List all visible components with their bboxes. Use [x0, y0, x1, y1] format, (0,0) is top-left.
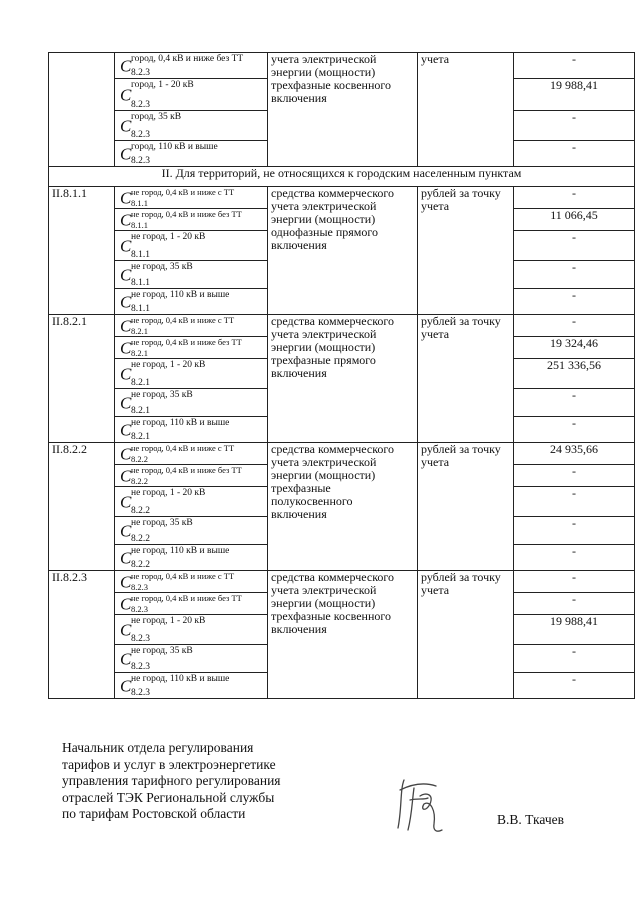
tariff-symbol — [118, 261, 264, 288]
symbol-letter: C — [120, 265, 132, 284]
tariff-symbol — [118, 231, 264, 260]
description-cell — [268, 571, 418, 699]
tariff-symbol — [118, 417, 264, 442]
value-cell: - — [514, 389, 635, 417]
tariff-symbol — [118, 111, 264, 140]
tariff-symbol — [118, 645, 264, 672]
text-line: средства коммерческого — [271, 314, 395, 328]
description-cell — [268, 53, 418, 167]
tariff-symbol — [118, 517, 264, 544]
parameter-cell — [115, 465, 268, 487]
tariff-symbol — [118, 487, 264, 516]
tariff-symbol — [118, 53, 264, 78]
text-line: однофазные прямого — [271, 225, 378, 239]
symbol-subscript: 8.1.1 — [131, 220, 148, 230]
text-line: рублей за точку — [421, 314, 501, 328]
text-line: рублей за точку — [421, 186, 501, 200]
symbol-subscript: 8.2.1 — [131, 378, 150, 388]
parameter-cell — [115, 53, 268, 79]
text-line: включения — [271, 91, 327, 105]
value-cell: 251 336,56 — [514, 359, 635, 389]
tariff-symbol — [118, 209, 264, 230]
value-cell: - — [514, 487, 635, 517]
value-cell: 11 066,45 — [514, 209, 635, 231]
tariff-symbol — [118, 443, 264, 464]
symbol-superscript: не город, 35 кВ — [131, 646, 193, 656]
symbol-letter: C — [120, 444, 132, 463]
value-cell: - — [514, 231, 635, 261]
symbol-letter: C — [120, 338, 132, 357]
parameter-cell — [115, 545, 268, 571]
table-row — [49, 315, 635, 337]
symbol-subscript: 8.2.3 — [131, 582, 148, 592]
text-line: включения — [271, 366, 327, 380]
symbol-superscript: не город, 0,4 кВ и ниже без ТТ — [131, 465, 242, 475]
text-line: учета — [421, 52, 450, 66]
symbol-letter: C — [120, 292, 132, 311]
parameter-cell — [115, 571, 268, 593]
symbol-superscript: не город, 0,4 кВ и ниже без ТТ — [131, 337, 242, 347]
symbol-letter: C — [120, 676, 132, 695]
parameter-cell — [115, 487, 268, 517]
signature-line: отраслей ТЭК Региональной службы — [62, 789, 275, 805]
symbol-subscript: 8.2.2 — [131, 506, 150, 516]
symbol-letter: C — [120, 620, 132, 639]
unit-cell — [418, 187, 514, 315]
text-line: трехфазные косвенного — [271, 609, 391, 623]
tariff-symbol — [118, 615, 264, 644]
symbol-superscript: не город, 35 кВ — [131, 518, 193, 528]
text-line: трехфазные прямого — [271, 353, 376, 367]
symbol-subscript: 8.1.1 — [131, 304, 150, 314]
symbol-subscript: 8.2.3 — [131, 604, 148, 614]
section-header: II. Для территорий, не относящихся к городским населенным пунктам — [49, 167, 635, 187]
symbol-superscript: не город, 0,4 кВ и ниже с ТТ — [131, 187, 235, 197]
symbol-superscript: не город, 110 кВ и выше — [131, 418, 230, 428]
symbol-letter: C — [120, 466, 132, 485]
symbol-subscript: 8.2.2 — [131, 560, 150, 570]
symbol-subscript: 8.2.3 — [131, 662, 150, 672]
tariff-symbol — [118, 141, 264, 166]
parameter-cell — [115, 359, 268, 389]
signature-line: Начальник отдела регулирования — [62, 740, 254, 755]
value-cell: 24 935,66 — [514, 443, 635, 465]
code-cell: II.8.2.2 — [49, 443, 115, 571]
text-line: энергии (мощности) — [271, 340, 376, 354]
symbol-superscript: не город, 110 кВ и выше — [131, 546, 230, 556]
value-cell: - — [514, 673, 635, 699]
value-cell: 19 988,41 — [514, 79, 635, 111]
symbol-superscript: город, 110 кВ и выше — [131, 142, 218, 152]
value-cell: - — [514, 645, 635, 673]
section-header-row — [49, 167, 635, 187]
symbol-superscript: город, 0,4 кВ и ниже без ТТ — [131, 54, 244, 64]
symbol-superscript: не город, 110 кВ и выше — [131, 674, 230, 684]
symbol-superscript: не город, 1 - 20 кВ — [131, 488, 206, 498]
symbol-subscript: 8.2.3 — [131, 156, 150, 166]
text-line: энергии (мощности) — [271, 468, 376, 482]
symbol-subscript: 8.1.1 — [131, 250, 150, 260]
symbol-letter: C — [120, 594, 132, 613]
text-line: учета электрической — [271, 583, 377, 597]
text-line: средства коммерческого — [271, 186, 395, 200]
symbol-superscript: город, 1 - 20 кВ — [131, 80, 194, 90]
symbol-superscript: не город, 1 - 20 кВ — [131, 232, 206, 242]
symbol-superscript: не город, 0,4 кВ и ниже без ТТ — [131, 593, 242, 603]
symbol-subscript: 8.2.2 — [131, 476, 148, 486]
tariff-symbol — [118, 571, 264, 592]
code-cell: II.8.1.1 — [49, 187, 115, 315]
text-line: средства коммерческого — [271, 442, 395, 456]
symbol-superscript: не город, 0,4 кВ и ниже с ТТ — [131, 571, 235, 581]
symbol-superscript: не город, 0,4 кВ и ниже с ТТ — [131, 443, 235, 453]
table-row — [49, 53, 635, 79]
value-cell: - — [514, 571, 635, 593]
symbol-letter: C — [120, 548, 132, 567]
table-row — [49, 443, 635, 465]
symbol-superscript: не город, 0,4 кВ и ниже без ТТ — [131, 209, 242, 219]
parameter-cell — [115, 389, 268, 417]
symbol-letter: C — [120, 116, 132, 135]
value-cell: 19 324,46 — [514, 337, 635, 359]
value-cell: - — [514, 517, 635, 545]
text-line: рублей за точку — [421, 570, 501, 584]
symbol-letter: C — [120, 521, 132, 540]
text-line: учета электрической — [271, 52, 377, 66]
parameter-cell — [115, 443, 268, 465]
code-cell: II.8.2.1 — [49, 315, 115, 443]
symbol-superscript: не город, 35 кВ — [131, 262, 193, 272]
symbol-letter: C — [120, 236, 132, 255]
tariff-symbol — [118, 545, 264, 570]
value-cell: - — [514, 53, 635, 79]
tariff-symbol — [118, 465, 264, 486]
symbol-subscript: 8.1.1 — [131, 278, 150, 288]
parameter-cell — [115, 315, 268, 337]
symbol-letter: C — [120, 393, 132, 412]
text-line: полукосвенного — [271, 494, 353, 508]
text-line: учета электрической — [271, 327, 377, 341]
symbol-letter: C — [120, 572, 132, 591]
symbol-subscript: 8.1.1 — [131, 198, 148, 208]
text-line: включения — [271, 507, 327, 521]
symbol-superscript: не город, 1 - 20 кВ — [131, 360, 206, 370]
tariff-symbol — [118, 389, 264, 416]
symbol-superscript: не город, 110 кВ и выше — [131, 290, 230, 300]
signature-block — [62, 740, 281, 823]
text-line: средства коммерческого — [271, 570, 395, 584]
value-cell: - — [514, 261, 635, 289]
value-cell: - — [514, 141, 635, 167]
tariff-symbol — [118, 187, 264, 208]
description-cell — [268, 187, 418, 315]
symbol-letter: C — [120, 364, 132, 383]
symbol-letter: C — [120, 420, 132, 439]
code-cell: II.8.2.3 — [49, 571, 115, 699]
table-row — [49, 187, 635, 209]
signatory-name: В.В. Ткачев — [497, 812, 565, 827]
symbol-subscript: 8.2.2 — [131, 534, 150, 544]
symbol-superscript: не город, 35 кВ — [131, 390, 193, 400]
text-line: учета электрической — [271, 455, 377, 469]
text-line: трехфазные — [271, 481, 331, 495]
unit-cell — [418, 53, 514, 167]
text-line: учета — [421, 327, 450, 341]
tariff-table — [48, 52, 635, 699]
symbol-letter: C — [120, 649, 132, 668]
unit-cell — [418, 443, 514, 571]
tariff-symbol — [118, 593, 264, 614]
value-cell: 19 988,41 — [514, 615, 635, 645]
symbol-subscript: 8.2.3 — [131, 688, 150, 698]
value-cell: - — [514, 315, 635, 337]
tariff-symbol — [118, 315, 264, 336]
symbol-letter: C — [120, 144, 132, 163]
parameter-cell — [115, 111, 268, 141]
symbol-subscript: 8.2.1 — [131, 432, 150, 442]
symbol-subscript: 8.2.2 — [131, 454, 148, 464]
text-line: трехфазные косвенного — [271, 78, 391, 92]
text-line: включения — [271, 622, 327, 636]
signature-line: управления тарифного регулирования — [62, 773, 281, 788]
text-line: учета электрической — [271, 199, 377, 213]
tariff-symbol — [118, 337, 264, 358]
signature-line: по тарифам Ростовской области — [62, 806, 246, 821]
tariff-symbol — [118, 289, 264, 314]
symbol-superscript: город, 35 кВ — [131, 112, 182, 122]
parameter-cell — [115, 517, 268, 545]
value-cell: - — [514, 111, 635, 141]
symbol-subscript: 8.2.1 — [131, 348, 148, 358]
description-cell — [268, 315, 418, 443]
parameter-cell — [115, 337, 268, 359]
text-line: учета — [421, 455, 450, 469]
symbol-letter: C — [120, 85, 132, 104]
parameter-cell — [115, 673, 268, 699]
parameter-cell — [115, 261, 268, 289]
text-line: включения — [271, 238, 327, 252]
text-line: энергии (мощности) — [271, 596, 376, 610]
symbol-subscript: 8.2.3 — [131, 68, 150, 78]
parameter-cell — [115, 187, 268, 209]
tariff-symbol — [118, 359, 264, 388]
parameter-cell — [115, 593, 268, 615]
text-line: энергии (мощности) — [271, 65, 376, 79]
value-cell: - — [514, 289, 635, 315]
symbol-letter: C — [120, 188, 132, 207]
parameter-cell — [115, 289, 268, 315]
symbol-subscript: 8.2.3 — [131, 100, 150, 110]
unit-cell — [418, 571, 514, 699]
value-cell: - — [514, 593, 635, 615]
parameter-cell — [115, 79, 268, 111]
symbol-letter: C — [120, 56, 132, 75]
parameter-cell — [115, 417, 268, 443]
value-cell: - — [514, 187, 635, 209]
text-line: учета — [421, 199, 450, 213]
text-line: энергии (мощности) — [271, 212, 376, 226]
symbol-superscript: не город, 0,4 кВ и ниже с ТТ — [131, 315, 235, 325]
description-cell — [268, 443, 418, 571]
text-line: рублей за точку — [421, 442, 501, 456]
symbol-subscript: 8.2.1 — [131, 326, 148, 336]
value-cell: - — [514, 545, 635, 571]
symbol-letter: C — [120, 210, 132, 229]
symbol-letter: C — [120, 492, 132, 511]
table-row — [49, 571, 635, 593]
unit-cell — [418, 315, 514, 443]
symbol-subscript: 8.2.1 — [131, 406, 150, 416]
symbol-subscript: 8.2.3 — [131, 634, 150, 644]
parameter-cell — [115, 645, 268, 673]
parameter-cell — [115, 209, 268, 231]
symbol-subscript: 8.2.3 — [131, 130, 150, 140]
symbol-letter: C — [120, 316, 132, 335]
parameter-cell — [115, 141, 268, 167]
parameter-cell — [115, 231, 268, 261]
value-cell: - — [514, 465, 635, 487]
code-cell — [49, 53, 115, 167]
tariff-symbol — [118, 79, 264, 110]
symbol-superscript: не город, 1 - 20 кВ — [131, 616, 206, 626]
tariff-table-body — [49, 53, 635, 699]
parameter-cell — [115, 615, 268, 645]
text-line: учета — [421, 583, 450, 597]
signature-line: тарифов и услуг в электроэнергетике — [62, 756, 276, 772]
value-cell: - — [514, 417, 635, 443]
handwritten-signature — [390, 770, 450, 836]
tariff-symbol — [118, 673, 264, 698]
